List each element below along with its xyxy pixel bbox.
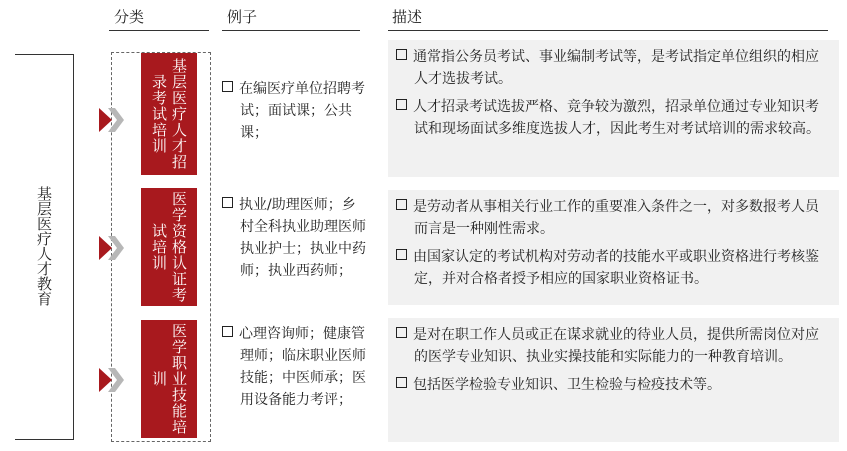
chevron-right-icon [99, 105, 125, 135]
header-category-underline [109, 30, 209, 31]
checkbox-icon [396, 327, 407, 338]
example-recruitment-exam: 在编医疗单位招聘考试；面试课；公共课； [222, 78, 367, 144]
root-label: 基层医疗人才教育 [35, 186, 53, 306]
header-example-underline [222, 30, 360, 31]
header-example: 例子 [227, 8, 258, 26]
header-category: 分类 [114, 8, 145, 26]
description-panel-qualification-exam [388, 190, 839, 305]
example-vocational-skills: 心理咨询师；健康管理师；临床职业医师技能；中医师承；医用设备能力考评； [222, 323, 367, 411]
header-description: 描述 [392, 8, 423, 26]
checkbox-icon [396, 199, 407, 210]
checkbox-icon [396, 49, 407, 60]
checkbox-icon [222, 197, 233, 208]
example-qualification-exam: 执业/助理医师；乡村全科执业助理医师执业护士；执业中药师；执业西药师； [222, 194, 367, 282]
checkbox-icon [396, 99, 407, 110]
description-item: 通常指公务员考试、事业编制考试等，是考试指定单位组织的相应人才选拔考试。 [396, 46, 831, 90]
description-item: 由国家认定的考试机构对劳动者的技能水平或职业资格进行考核鉴定，并对合格者授予相应的国家职业资格证书。 [396, 246, 831, 290]
description-item: 人才招录考试选拔严格、竞争较为激烈，招录单位通过专业知识考试和现场面试多维度选拔人才，因此考生对考试培训的需求较高。 [396, 96, 831, 140]
category-recruitment-exam: 基层医疗人才招录考试培训 [141, 53, 197, 175]
description-item: 是劳动者从事相关行业工作的重要准入条件之一，对多数报考人员而言是一种刚性需求。 [396, 196, 831, 240]
description-item: 是对在职工作人员或正在谋求就业的待业人员，提供所需岗位对应的医学专业知识、执业实操技能和实际能力的一种教育培训。 [396, 324, 831, 368]
chevron-right-icon [99, 365, 125, 395]
description-panel-vocational-skills [388, 318, 839, 442]
header-description-underline [388, 30, 828, 31]
category-vocational-skills: 医学职业技能培训 [141, 320, 197, 438]
description-panel-recruitment-exam [388, 40, 839, 177]
chevron-right-icon [99, 233, 125, 263]
checkbox-icon [396, 249, 407, 260]
checkbox-icon [222, 81, 233, 92]
description-item: 包括医学检验专业知识、卫生检验与检疫技术等。 [396, 374, 831, 396]
checkbox-icon [396, 377, 407, 388]
category-qualification-exam: 医学资格认证考试培训 [141, 188, 197, 306]
checkbox-icon [222, 326, 233, 337]
